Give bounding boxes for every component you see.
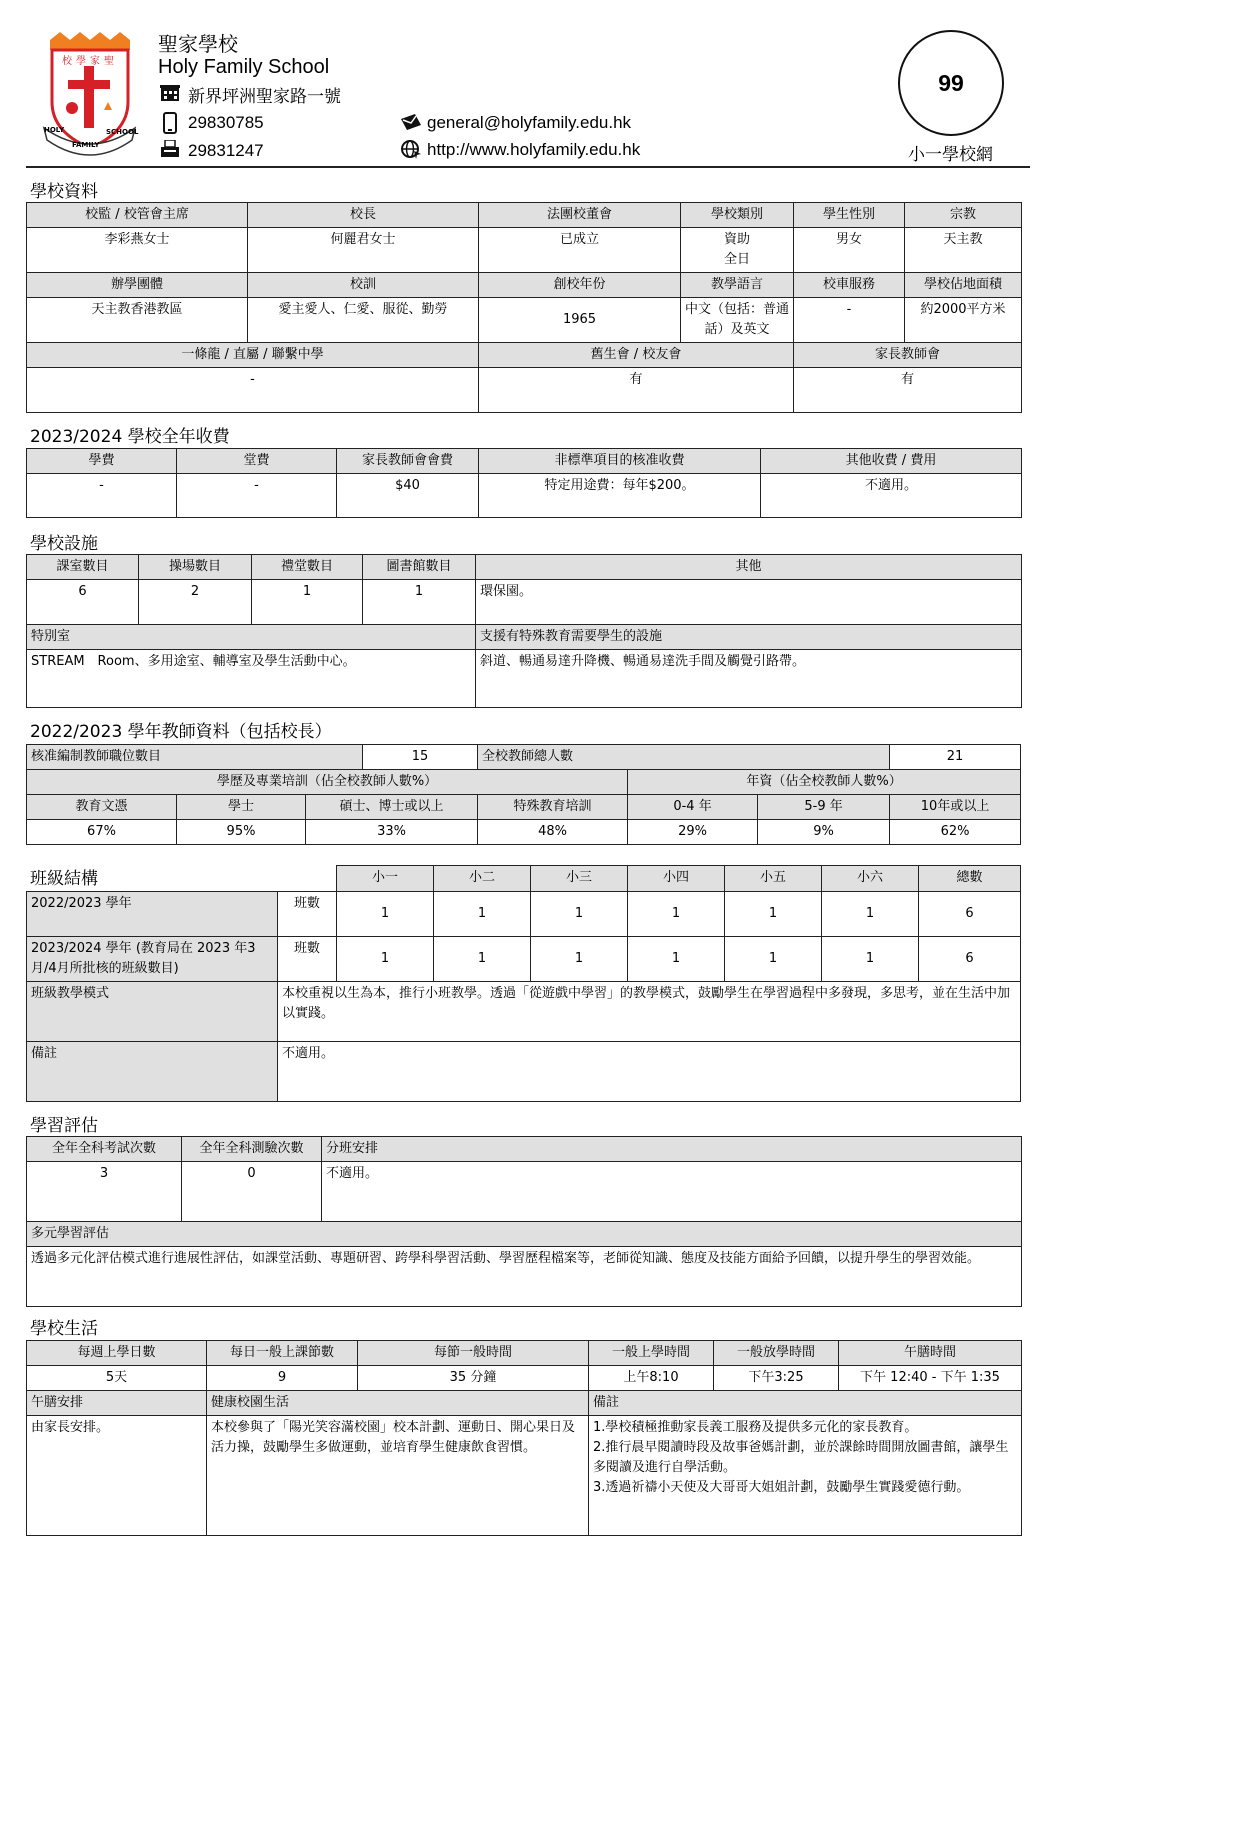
value-2023-p3: 1 [531, 937, 628, 982]
header-other-fee: 其他收費 / 費用 [761, 449, 1022, 474]
value-pta: 有 [794, 368, 1022, 413]
value-2022-p2: 1 [434, 892, 531, 937]
value-2022-p6: 1 [822, 892, 919, 937]
value-tests: 0 [182, 1162, 322, 1222]
value-2022-total: 6 [919, 892, 1021, 937]
value-2022-p5: 1 [725, 892, 822, 937]
school-address: 新界坪洲聖家路一號 [188, 87, 341, 107]
value-supervisor: 李彩燕女士 [27, 228, 248, 273]
value-2022-p1: 1 [337, 892, 434, 937]
header-supervisor: 校監 / 校管會主席 [27, 203, 248, 228]
logo-top-text: 校學家聖 [62, 56, 118, 67]
header-qualifications: 學歷及專業培訓（佔全校教師人數%） [27, 770, 628, 795]
value-year-founded: 1965 [479, 298, 681, 343]
header-lunch-arrangement: 午膳安排 [27, 1391, 207, 1416]
header-special-rooms: 特別室 [27, 625, 476, 650]
value-lunch-time: 下午 12:40 - 下午 1:35 [839, 1366, 1022, 1391]
header-exp-10-plus: 10年或以上 [890, 795, 1021, 820]
logo-ribbon-mid: FAMILY [72, 141, 100, 149]
school-net-badge [898, 30, 1004, 136]
header-streaming: 分班安排 [322, 1137, 1022, 1162]
value-principal: 何麗君女士 [248, 228, 479, 273]
header-gender: 學生性別 [794, 203, 905, 228]
value-gender: 男女 [794, 228, 905, 273]
section-title-teachers: 2022/2023 學年教師資料（包括校長） [30, 722, 332, 742]
label-2022-classes: 2022/2023 學年 [27, 892, 278, 937]
value-sen-training: 48% [478, 820, 628, 845]
assessment-table [26, 1136, 1022, 1307]
header-tests: 全年全科測驗次數 [182, 1137, 322, 1162]
value-alumni: 有 [479, 368, 794, 413]
teachers-table [26, 744, 1021, 845]
header-tong-fee: 堂費 [177, 449, 337, 474]
label-2023-classes: 2023/2024 學年 (教育局在 2023 年3月/4月所批核的班級數目) [27, 937, 278, 982]
value-life-remarks: 1.學校積極推動家長義工服務及提供多元化的家長教育。 2.推行晨早閱讀時段及故事爸媽計劃，並於課餘時間開放圖書館，讓學生多閱讀及進行自學活動。 3.透過祈禱小天使及大哥哥大姐姐計劃，鼓勵學生實踐愛德行動。 [589, 1416, 1022, 1536]
header-libraries: 圖書館數目 [363, 555, 476, 580]
header-experience: 年資（佔全校教師人數%） [628, 770, 1021, 795]
value-language: 中文（包括：普通話）及英文 [681, 298, 794, 343]
header-p3: 小三 [531, 866, 628, 892]
header-sen-training: 特殊教育培訓 [478, 795, 628, 820]
header-religion: 宗教 [905, 203, 1022, 228]
value-exams: 3 [27, 1162, 182, 1222]
value-school-area: 約2000平方米 [905, 298, 1022, 343]
header-sponsoring-body: 辦學團體 [27, 273, 248, 298]
value-school-bus: - [794, 298, 905, 343]
value-non-standard-fee: 特定用途費：每年$200。 [479, 474, 761, 518]
value-halls: 1 [252, 580, 363, 625]
school-info-table [26, 202, 1022, 413]
logo-ribbon-left: HOLY [44, 126, 65, 134]
value-streaming: 不適用。 [322, 1162, 1022, 1222]
header-life-remarks: 備註 [589, 1391, 1022, 1416]
value-imc: 已成立 [479, 228, 681, 273]
value-exp-0-4: 29% [628, 820, 758, 845]
header-start-time: 一般上學時間 [589, 1341, 714, 1366]
value-sponsoring-body: 天主教香港教區 [27, 298, 248, 343]
value-exp-5-9: 9% [758, 820, 890, 845]
school-website[interactable]: http://www.holyfamily.edu.hk [427, 140, 641, 159]
building-icon [160, 84, 180, 106]
value-classrooms: 6 [27, 580, 139, 625]
value-tuition: - [27, 474, 177, 518]
section-title-classes: 班級結構 [30, 869, 98, 889]
blank-corner [27, 866, 337, 892]
section-title-school-info: 學校資料 [30, 182, 98, 202]
header-through-train: 一條龍 / 直屬 / 聯繫中學 [27, 343, 479, 368]
value-class-teaching-mode: 本校重視以生為本，推行小班教學。透過「從遊戲中學習」的教學模式，鼓勵學生在學習過程中多發現，多思考，並在生活中加以實踐。 [278, 982, 1021, 1042]
header-school-days: 每週上學日數 [27, 1341, 207, 1366]
value-class-remarks: 不適用。 [278, 1042, 1021, 1102]
value-master: 33% [306, 820, 478, 845]
logo-ribbon-right: SCHOOL [106, 128, 139, 136]
header-exp-0-4: 0-4 年 [628, 795, 758, 820]
school-name-en: Holy Family School [158, 56, 330, 78]
unit-2022-classes: 班數 [278, 892, 337, 937]
value-2022-p4: 1 [628, 892, 725, 937]
school-phone: 29830785 [188, 113, 264, 132]
header-divider [26, 166, 1030, 168]
value-tong-fee: - [177, 474, 337, 518]
value-through-train: - [27, 368, 479, 413]
header-p6: 小六 [822, 866, 919, 892]
fees-table [26, 448, 1022, 518]
fax-icon [160, 140, 180, 162]
header-tuition: 學費 [27, 449, 177, 474]
unit-2023-classes: 班數 [278, 937, 337, 982]
label-approved-posts: 核准編制教師職位數目 [27, 745, 363, 770]
header-principal: 校長 [248, 203, 479, 228]
value-start-time: 上午8:10 [589, 1366, 714, 1391]
school-net-label: 小一學校網 [908, 145, 993, 165]
header-p2: 小二 [434, 866, 531, 892]
value-pta-fee: $40 [337, 474, 479, 518]
header-non-standard-fee: 非標準項目的核准收費 [479, 449, 761, 474]
school-logo [42, 30, 137, 160]
header-teacher-cert: 教育文憑 [27, 795, 177, 820]
header-motto: 校訓 [248, 273, 479, 298]
label-class-teaching-mode: 班級教學模式 [27, 982, 278, 1042]
header-pta-fee: 家長教師會會費 [337, 449, 479, 474]
header-classrooms: 課室數目 [27, 555, 139, 580]
value-school-type: 資助 全日 [681, 228, 794, 273]
school-net-number: 99 [938, 69, 964, 96]
header-alumni: 舊生會 / 校友會 [479, 343, 794, 368]
value-2023-p5: 1 [725, 937, 822, 982]
value-libraries: 1 [363, 580, 476, 625]
school-email[interactable]: general@holyfamily.edu.hk [427, 113, 632, 132]
value-religion: 天主教 [905, 228, 1022, 273]
school-name-zh: 聖家學校 [158, 32, 238, 56]
value-exp-10-plus: 62% [890, 820, 1021, 845]
value-total-teachers: 21 [890, 745, 1021, 770]
header-exams: 全年全科考試次數 [27, 1137, 182, 1162]
value-healthy-life: 本校參與了「陽光笑容滿校園」校本計劃、運動日、開心果日及活力操，鼓勵學生多做運動，並培育學生健康飲食習慣。 [207, 1416, 589, 1536]
value-teacher-cert: 67% [27, 820, 177, 845]
facilities-table [26, 554, 1022, 708]
value-approved-posts: 15 [363, 745, 478, 770]
header-exp-5-9: 5-9 年 [758, 795, 890, 820]
header-p4: 小四 [628, 866, 725, 892]
header-halls: 禮堂數目 [252, 555, 363, 580]
header-p1: 小一 [337, 866, 434, 892]
school-life-table [26, 1340, 1022, 1536]
section-title-fees: 2023/2024 學校全年收費 [30, 427, 230, 447]
header-sen-facilities: 支援有特殊教育需要學生的設施 [476, 625, 1022, 650]
label-class-remarks: 備註 [27, 1042, 278, 1102]
value-2023-p4: 1 [628, 937, 725, 982]
value-bachelor: 95% [177, 820, 306, 845]
header-p5: 小五 [725, 866, 822, 892]
value-other-fee: 不適用。 [761, 474, 1022, 518]
value-motto: 愛主愛人、仁愛、服從、勤勞 [248, 298, 479, 343]
section-title-assessment: 學習評估 [30, 1116, 98, 1136]
value-end-time: 下午3:25 [714, 1366, 839, 1391]
classes-table [26, 865, 1021, 1102]
value-special-rooms: STREAM Room、多用途室、輔導室及學生活動中心。 [27, 650, 476, 708]
phone-icon [163, 112, 177, 138]
header-imc: 法團校董會 [479, 203, 681, 228]
value-lunch-arrangement: 由家長安排。 [27, 1416, 207, 1536]
label-total-teachers: 全校教師總人數 [478, 745, 890, 770]
header-other-facilities: 其他 [476, 555, 1022, 580]
section-title-facilities: 學校設施 [30, 534, 98, 554]
header-lesson-length: 每節一般時間 [358, 1341, 589, 1366]
section-title-school-life: 學校生活 [30, 1319, 98, 1339]
school-fax: 29831247 [188, 141, 264, 160]
header-total: 總數 [919, 866, 1021, 892]
email-icon [400, 113, 422, 135]
header-pta: 家長教師會 [794, 343, 1022, 368]
header-playgrounds: 操場數目 [139, 555, 252, 580]
value-other-facilities: 環保園。 [476, 580, 1022, 625]
header-end-time: 一般放學時間 [714, 1341, 839, 1366]
header-year-founded: 創校年份 [479, 273, 681, 298]
value-sen-facilities: 斜道、暢通易達升降機、暢通易達洗手間及觸覺引路帶。 [476, 650, 1022, 708]
header-master: 碩士、博士或以上 [306, 795, 478, 820]
header-language: 教學語言 [681, 273, 794, 298]
header-school-area: 學校佔地面積 [905, 273, 1022, 298]
value-2023-p6: 1 [822, 937, 919, 982]
value-lesson-length: 35 分鐘 [358, 1366, 589, 1391]
header-lunch-time: 午膳時間 [839, 1341, 1022, 1366]
header-school-bus: 校車服務 [794, 273, 905, 298]
value-2023-total: 6 [919, 937, 1021, 982]
value-school-days: 5天 [27, 1366, 207, 1391]
value-playgrounds: 2 [139, 580, 252, 625]
value-2022-p3: 1 [531, 892, 628, 937]
value-2023-p1: 1 [337, 937, 434, 982]
header-healthy-life: 健康校園生活 [207, 1391, 589, 1416]
value-2023-p2: 1 [434, 937, 531, 982]
value-lessons-per-day: 9 [207, 1366, 358, 1391]
header-bachelor: 學士 [177, 795, 306, 820]
value-diverse-assessment: 透過多元化評估模式進行進展性評估，如課堂活動、專題研習、跨學科學習活動、學習歷程檔案等，老師從知識、態度及技能方面給予回饋，以提升學生的學習效能。 [27, 1247, 1022, 1307]
header-lessons-per-day: 每日一般上課節數 [207, 1341, 358, 1366]
header-diverse-assessment: 多元學習評估 [27, 1222, 1022, 1247]
header-school-type: 學校類別 [681, 203, 794, 228]
globe-icon [400, 139, 422, 163]
